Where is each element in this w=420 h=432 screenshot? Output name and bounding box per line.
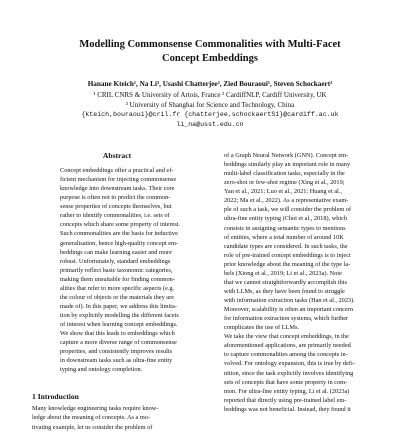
text-line: ultra-fine entity typing (Choi et al., 2018), which xyxy=(224,215,348,223)
text-line: making them unsuitable for finding common- xyxy=(60,275,175,283)
text-line: of a Graph Neural Network (GNN). Concept em- xyxy=(224,152,349,159)
text-line: volved. For ontology expansion, this is true by defi- xyxy=(224,360,355,368)
affiliation-line-1: ¹ CRIL CNRS & University of Artois, France ² CardiffNLP, Cardiff University, UK xyxy=(93,91,327,99)
text-line: Yan et al., 2021; Luo et al., 2021; Huang et al., xyxy=(224,188,342,196)
text-line: to capture commonalities among the concepts in- xyxy=(224,351,348,359)
text-line: robust. Unfortunately, standard embeddings xyxy=(60,257,171,265)
text-line: the colour of objects or the materials they are xyxy=(60,293,174,301)
text-line: made of). In this paper, we address this limita- xyxy=(60,302,177,310)
abstract-heading: Abstract xyxy=(102,151,132,160)
author-email-2: li_na@usst.edu.cn xyxy=(176,121,244,128)
text-line: role of pre-trained concept embeddings is to inject xyxy=(224,251,351,259)
text-line: 2022; Ma et al., 2022). As a representative exam- xyxy=(224,197,349,205)
text-line: properties, and consistently improves results xyxy=(60,348,173,356)
text-line: ficient mechanism for injecting commonsense xyxy=(60,176,177,184)
abstract-body xyxy=(60,166,180,374)
text-line: Such commonalities are the basis for inductive xyxy=(60,230,178,238)
text-line: We take the view that concept embeddings, in the xyxy=(224,333,349,341)
section-heading-introduction: 1 Introduction xyxy=(32,392,79,401)
text-line: primarily reflect basic taxonomic categories, xyxy=(60,266,173,274)
author-emails: {kteich,bouraoui}@cril.fr {chatterjee,schockaertS1}@cardiff.ac.uk xyxy=(81,111,339,118)
text-line: with LLMs, as they have been found to struggle xyxy=(224,287,345,295)
text-line: consists in assigning semantic types to mentions xyxy=(224,224,346,232)
text-line: tion by explicitly modelling the different facets xyxy=(60,312,179,319)
text-line: in downstream tasks such as ultra-fine entity xyxy=(60,357,173,365)
text-line: concepts which share some property of interest. xyxy=(60,221,180,229)
text-line: ledge about the meaning of concepts. As a mo- xyxy=(32,414,151,422)
text-line: reported that directly using pre-trained label em- xyxy=(224,396,347,404)
text-line: beddings can make learning easier and more xyxy=(60,248,172,256)
text-line: candidate types are considered. In such tasks, the xyxy=(224,242,348,250)
text-line: with information extraction tasks (Han et al., 2023). xyxy=(224,297,355,304)
text-line: capture a more diverse range of commonsense xyxy=(60,339,177,347)
text-line: bels (Xiong et al., 2019; Li et al., 2023a). Note xyxy=(224,269,342,277)
right-column-text xyxy=(224,151,404,414)
text-line: sense properties of concepts themselves, but xyxy=(60,203,172,211)
paper-title xyxy=(30,38,390,66)
text-line: for information extraction systems, which further xyxy=(224,315,349,323)
text-line: Concept embeddings offer a practical and ef- xyxy=(60,167,174,174)
text-line: mon. For ultra-fine entity typing, Li et al. (2023a) xyxy=(224,387,350,395)
affiliation-line-2: ³ University of Shanghai for Science and Technology, China xyxy=(125,101,295,109)
text-line: complicates the use of LLMs. xyxy=(224,324,300,332)
title-line-1: Modelling Commonsense Commonalities with Multi-Facet xyxy=(79,39,341,50)
text-line: Moreover, scalability is often an important concern xyxy=(224,306,353,314)
text-line: aforementioned applications, are primarily needed xyxy=(224,342,351,350)
text-line: Many knowledge engineering tasks require know- xyxy=(32,405,159,412)
text-line: zero-shot or few-shot regime (Xing et al., 2019; xyxy=(224,179,345,187)
text-line: of entities, where a total number of around 10K xyxy=(224,233,344,241)
text-line: multi-label classification tasks, especially in the xyxy=(224,170,345,178)
text-line: prior knowledge about the meaning of the type la- xyxy=(224,260,351,268)
text-line: tivating example, let us consider the problem of xyxy=(32,423,153,431)
title-line-2: Concept Embeddings xyxy=(162,53,258,64)
text-line: rather to identify commonalities, i.e. sets of xyxy=(60,212,170,220)
text-line: that we cannot straightforwardly accomplish this xyxy=(224,278,347,286)
text-line: typing and ontology completion. xyxy=(60,366,143,374)
text-line: beddings similarly play an important role in many xyxy=(224,161,351,169)
text-line: of interest when learning concept embeddings. xyxy=(60,321,178,329)
text-line: sets of concepts that have some property in com- xyxy=(224,378,348,386)
text-line: ple of such a task, we will consider the problem of xyxy=(224,206,352,214)
text-line: We show that this leads to embeddings which xyxy=(60,330,175,338)
text-line: knowledge into downstream tasks. Their core xyxy=(60,185,175,193)
text-line: generalisation, hence high-quality concept em- xyxy=(60,239,179,247)
author-list: Hanane Kteich¹, Na Li³, Usashi Chatterjee², Zied Bouraoui¹, Steven Schockaert² xyxy=(87,80,333,88)
text-line: alities that refer to more specific aspects (e.g. xyxy=(60,284,175,292)
text-line: beddings was not beneficial. Instead, they found it xyxy=(224,405,351,413)
text-line: nition, since the task explicitly involves identifying xyxy=(224,369,354,377)
text-line: purpose is often not to predict the common- xyxy=(60,194,171,202)
introduction-body xyxy=(32,404,212,432)
